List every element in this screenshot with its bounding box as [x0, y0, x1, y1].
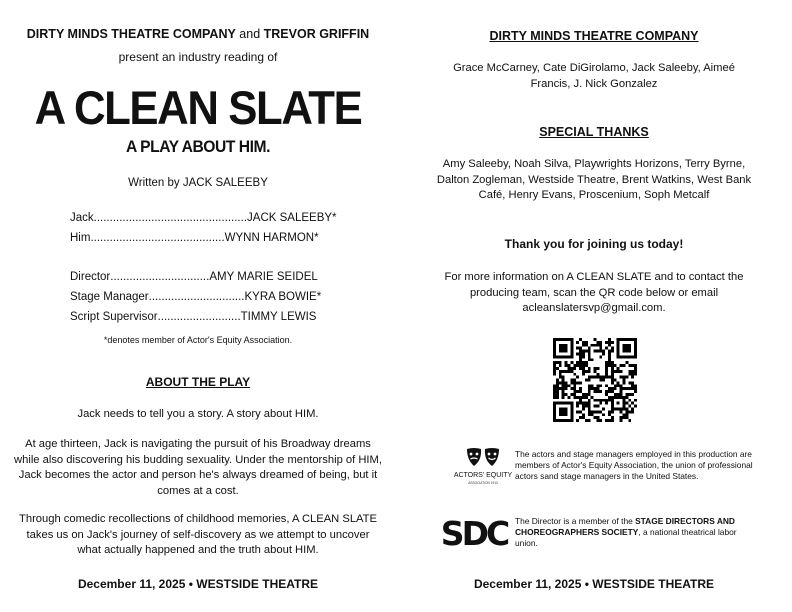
presenter-producer: TREVOR GRIFFIN: [263, 27, 370, 41]
equity-logo-small-text: ASSOCIATION 1913: [468, 481, 498, 485]
sdc-logo-icon: [440, 514, 508, 553]
sdc-logo-text: SDC: [440, 514, 508, 553]
actors-equity-logo-icon: [453, 446, 513, 492]
date-line-right: December 11, 2025 • WESTSIDE THEATRE: [473, 577, 715, 591]
written-by: Written by JACK SALEEBY: [128, 177, 268, 189]
credit-name: AMY MARIE SEIDEL: [209, 271, 318, 283]
thanks-list: Amy Saleeby, Noah Silva, Playwrights Horizons, Terry Byrne, Dalton Zogleman, Westside Theatre, Brent Watkins, West Bank Café, Henry Evans, Proscenium, Soph Metcalf: [436, 158, 752, 201]
qr-code-icon[interactable]: [553, 338, 637, 422]
credit-name: TIMMY LEWIS: [240, 311, 317, 323]
credit-name: KYRA BOWIE*: [244, 291, 322, 303]
equity-note: *denotes member of Actor's Equity Association.: [103, 335, 293, 345]
company-heading: DIRTY MINDS THEATRE COMPANY: [489, 29, 699, 43]
present-line: present an industry reading of: [118, 50, 278, 64]
company-members: Grace McCarney, Cate DiGirolamo, Jack Saleeby, Aimeé Francis, J. Nick Gonzalez: [453, 62, 735, 90]
info-paragraph: For more information on A CLEAN SLATE and to contact the producing team, scan the QR code below or email acleanslatersvp@gmail.com.: [444, 271, 744, 314]
sdc-text-c: , a national theatrical labor union.: [515, 527, 737, 548]
about-paragraph-1: Jack needs to tell you a story. A story about HIM.: [77, 408, 319, 420]
play-title: A CLEAN SLATE: [34, 81, 362, 134]
play-subtitle: [16, 137, 380, 157]
credit-role: Stage Manager: [70, 291, 149, 303]
presenter-company: DIRTY MINDS THEATRE COMPANY: [26, 27, 236, 41]
equity-logo-text: ACTORS' EQUITY: [453, 472, 513, 479]
sdc-statement: [515, 516, 755, 549]
subtitle-text: A PLAY ABOUT: [126, 137, 239, 156]
credit-role: Him: [70, 232, 91, 244]
credit-dots: ..........................: [157, 311, 241, 323]
about-paragraph-2: At age thirteen, Jack is navigating the pursuit of his Broadway dreams while also discovering his budding sexuality. Under the mentorship of HIM, Jack becomes the actor and person he's always dreamed of being, but it comes at a cost.: [14, 438, 382, 497]
credit-row-director: [70, 271, 318, 283]
credit-dots: ..........................................: [90, 232, 225, 244]
credit-role: Jack: [70, 212, 94, 224]
equity-statement: The actors and stage managers employed in this production are members of Actor's Equity Association, the union of professional actors sand stage managers in the United States.: [515, 449, 753, 481]
credit-row-jack: [70, 212, 337, 224]
credit-dots: ................................................: [93, 212, 248, 224]
credit-name: JACK SALEEBY*: [247, 212, 337, 224]
presenters-and: and: [235, 27, 264, 41]
credit-row-him: [70, 232, 319, 244]
credit-row-script-supervisor: [70, 311, 316, 323]
credit-dots: ...............................: [110, 271, 210, 283]
about-paragraph-3: Through comedic recollections of childhood memories, A CLEAN SLATE takes us on Jack's journey of self-discovery as we attempt to uncover what actually happened and the truth about HIM.: [19, 513, 377, 556]
credit-dots: ..............................: [148, 291, 245, 303]
thank-you-line: Thank you for joining us today!: [504, 237, 684, 251]
presenters-line: [0, 27, 396, 41]
credit-role: Director: [70, 271, 111, 283]
sdc-text-a: The Director is a member of the: [515, 516, 636, 526]
date-line-left: December 11, 2025 • WESTSIDE THEATRE: [77, 577, 319, 591]
credit-role: Script Supervisor: [70, 311, 158, 323]
credit-row-stage-manager: [70, 291, 321, 303]
right-panel: [396, 0, 792, 612]
thanks-heading: SPECIAL THANKS: [539, 125, 649, 139]
subtitle-him: HIM.: [238, 137, 270, 156]
credit-name: WYNN HARMON*: [224, 232, 319, 244]
sdc-text-bold: STAGE DIRECTORS AND CHOREOGRAPHERS SOCIETY: [515, 516, 735, 537]
about-heading: ABOUT THE PLAY: [145, 375, 251, 389]
